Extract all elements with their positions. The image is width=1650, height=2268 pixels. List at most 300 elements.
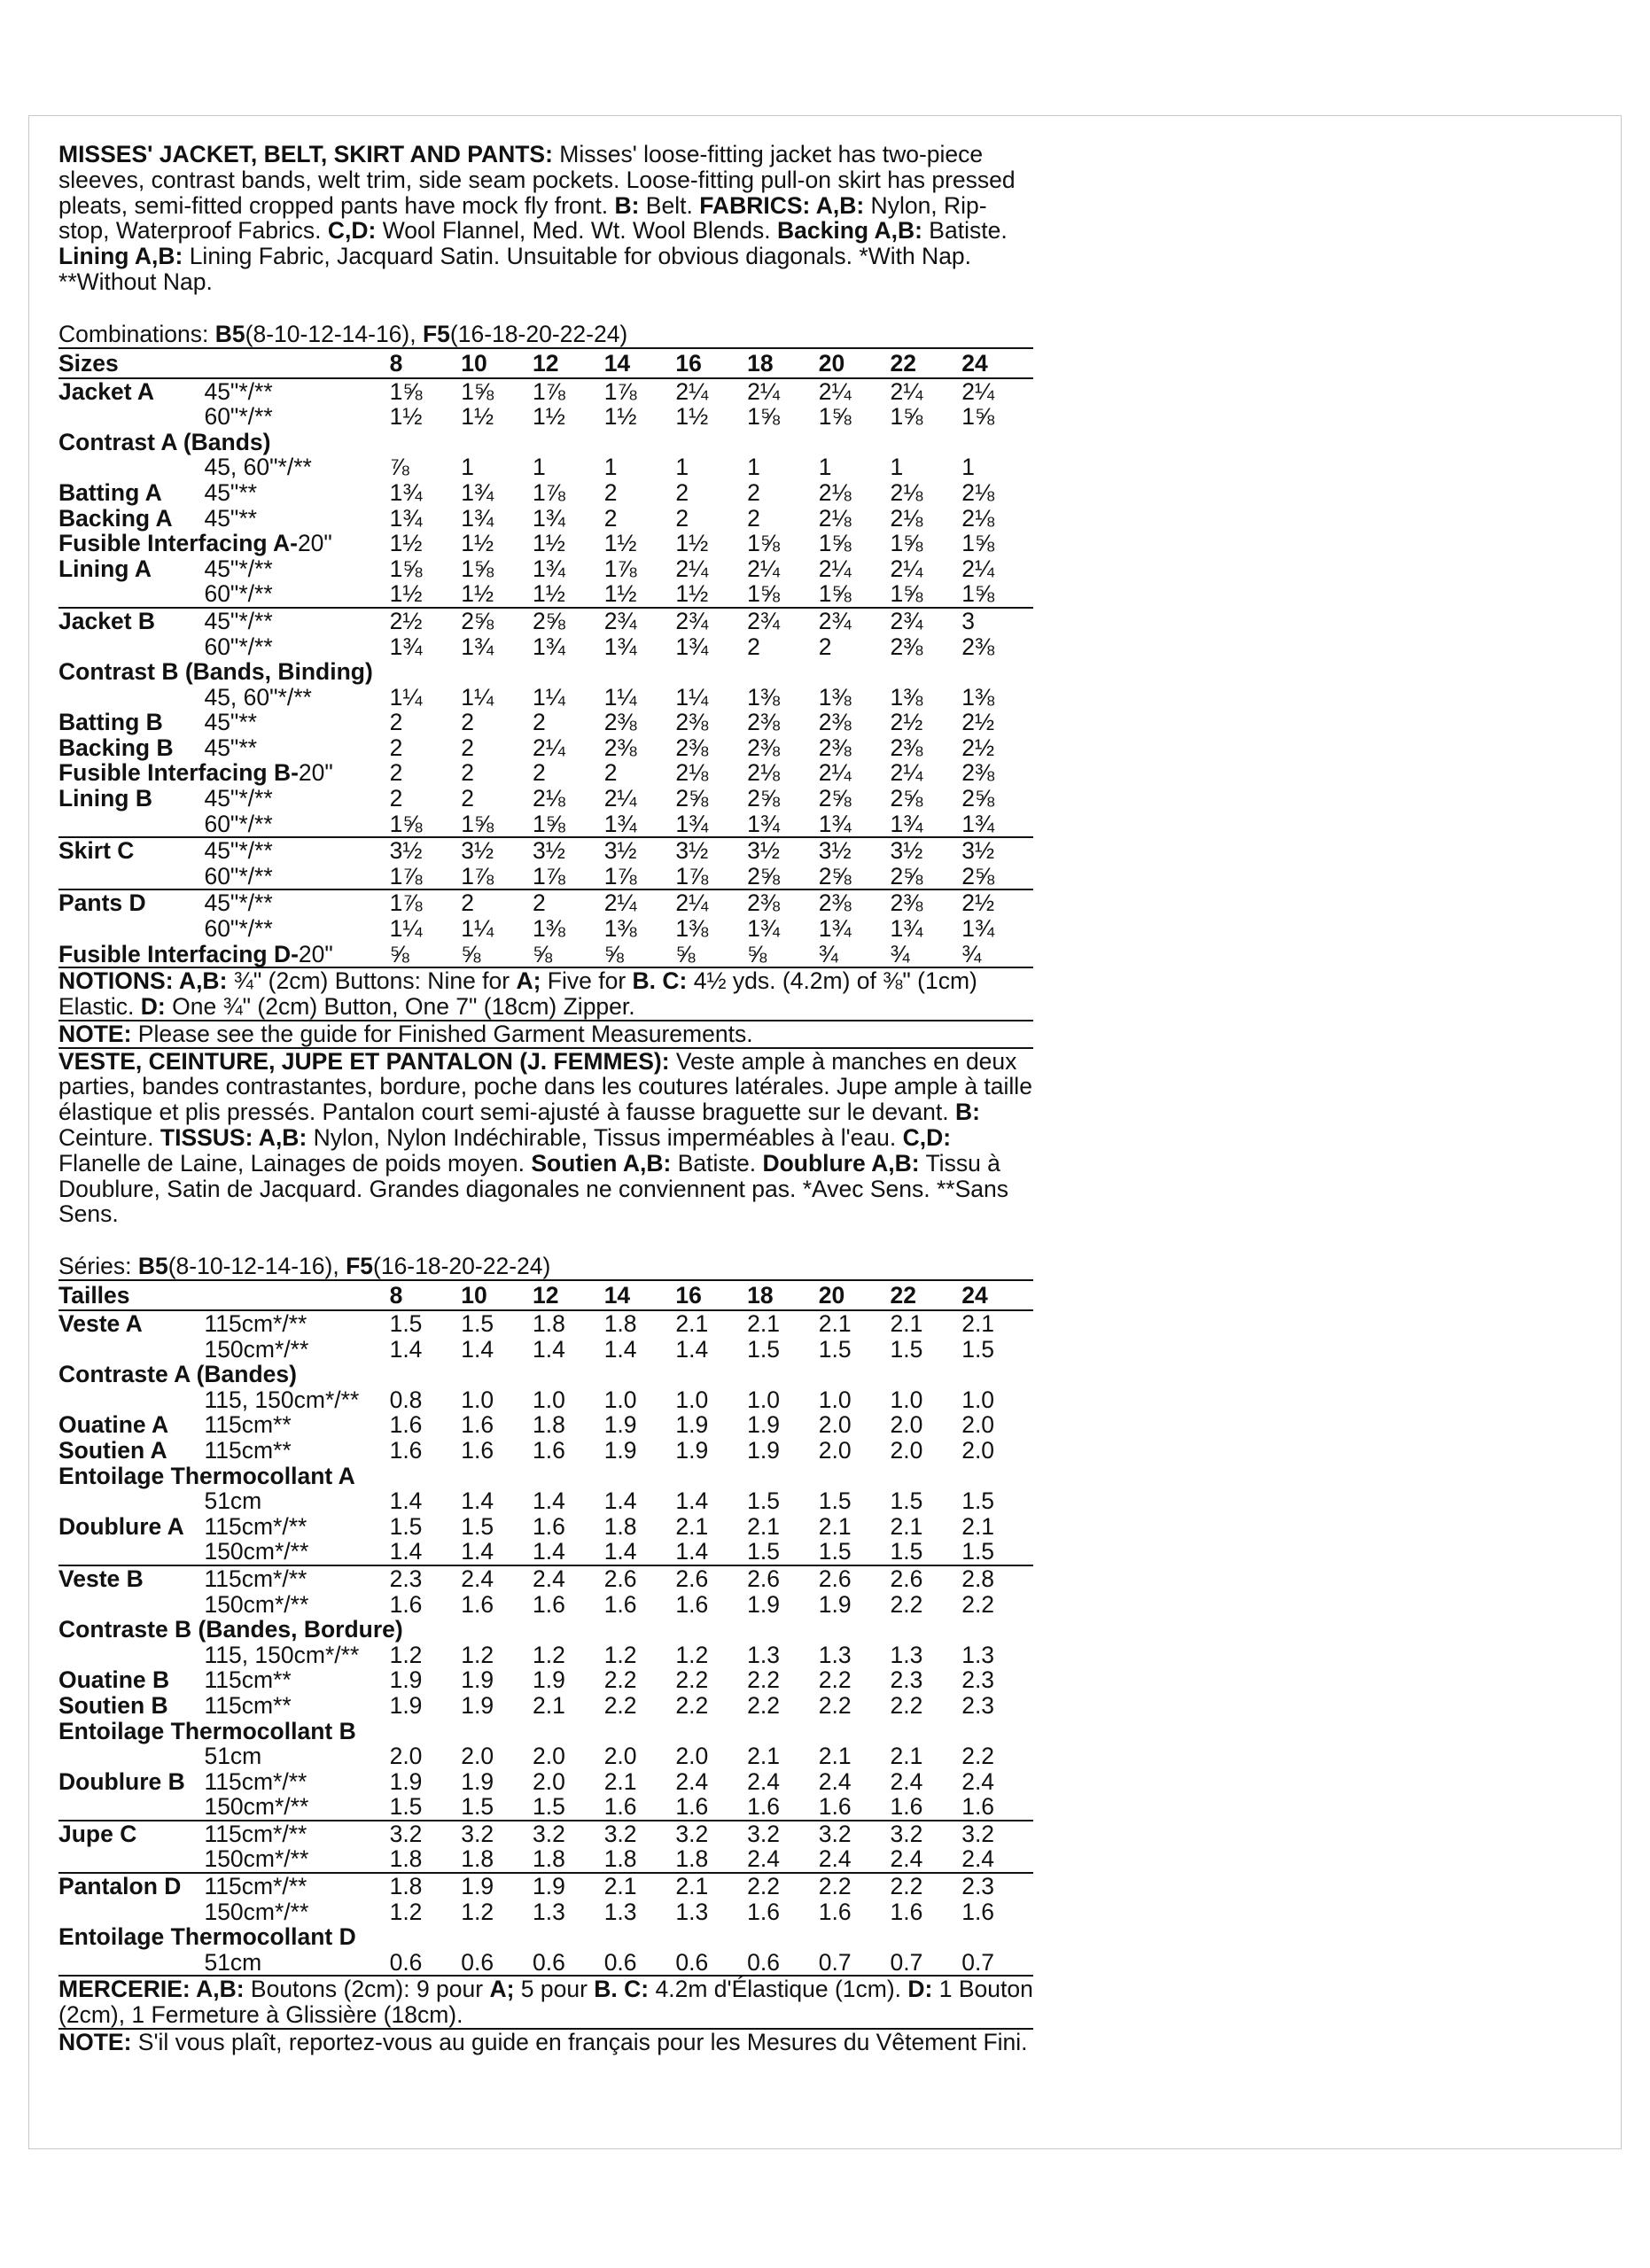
table-row [58, 659, 1033, 685]
yardage-cell: 1.9 [818, 1590, 852, 1618]
fabrics-label: FABRICS: [699, 191, 811, 219]
yardage-cell: 1.6 [890, 1898, 923, 1925]
yardage-cell: 2⅜ [603, 709, 637, 736]
yardage-cell: 2⅛ [532, 785, 565, 812]
yardage-cell: 1.4 [603, 1538, 637, 1565]
table-row [58, 378, 1033, 405]
yardage-cell: 2.1 [890, 1310, 923, 1337]
garment-label: Soutien B [58, 1691, 168, 1719]
yardage-cell: 2¾ [819, 608, 891, 634]
yardage-cell: 1½ [603, 580, 637, 608]
size-header: 22 [891, 1280, 962, 1310]
yardage-cell: 1.8 [603, 1845, 637, 1873]
yardage-cell: 1¾ [818, 915, 852, 943]
table-row [58, 1899, 1033, 1925]
yardage-cell: 1.4 [532, 1487, 565, 1515]
yardage-cell: 2¼ [747, 377, 780, 405]
yardage-cell: 1.2 [389, 1641, 423, 1668]
yardage-cell: 2 [675, 478, 689, 506]
yardage-cell: 1½ [532, 580, 565, 608]
yardage-cell: 1.3 [675, 1898, 709, 1925]
notions-text: Boutons (2cm): 9 pour [244, 1976, 490, 2003]
garment-label: Contraste B (Bandes, Bordure) [58, 1616, 403, 1643]
yardage-cell: 2.3 [961, 1873, 1033, 1899]
yardage-cell: 1½ [389, 530, 423, 557]
garment-label: Pantalon D [58, 1873, 204, 1899]
table-row [58, 1412, 1033, 1438]
yardage-cell: 2.1 [961, 1310, 995, 1337]
yardage-cell: 1.3 [532, 1898, 565, 1925]
notions-text: Five for [541, 967, 633, 995]
yardage-cell: 2⅛ [890, 478, 923, 506]
garment-label: Ouatine B [58, 1666, 170, 1694]
yardage-cell: 1.4 [532, 1538, 565, 1565]
garment-label [58, 685, 204, 711]
yardage-cell: 1⅜ [532, 915, 565, 943]
yardage-cell: 2.0 [961, 1411, 995, 1439]
size-header: 22 [891, 348, 962, 378]
yardage-cell: 1.8 [532, 1310, 565, 1337]
yardage-cell: 1.2 [603, 1641, 637, 1668]
yardage-cell: 1.6 [389, 1411, 423, 1439]
yardage-cell: 1.8 [532, 1845, 565, 1873]
yardage-cell: 1.0 [961, 1386, 995, 1413]
garment-label: Jacket A [58, 377, 155, 405]
size-header: 14 [604, 1280, 676, 1310]
fabric-width: 115cm*/** [204, 1565, 389, 1592]
yardage-cell: 1⅝ [961, 530, 995, 557]
yardage-cell: 2.4 [747, 1767, 780, 1795]
table-row [58, 1539, 1033, 1565]
fabric-width: 60"*/** [204, 580, 273, 608]
yardage-cell: 1⅝ [747, 403, 780, 431]
garment-label: Doublure A [58, 1512, 184, 1540]
yardage-cell: 1.4 [675, 1538, 709, 1565]
garment-label: Entoilage Thermocollant B [58, 1717, 356, 1744]
yardage-cell: 1¾ [747, 915, 780, 943]
yardage-cell: 2 [389, 785, 403, 812]
yardage-cell: 2⅜ [961, 759, 995, 787]
notions-text: One ¾" (2cm) Button, One 7" (18cm) Zipper. [165, 993, 635, 1021]
french-combinations [58, 1254, 1033, 1279]
yardage-cell: ⅝ [747, 940, 767, 967]
yardage-cell: 1⅞ [675, 862, 709, 889]
description-text: Veste ample à manches en deux parties, bandes contrastantes, bordure, poche dans les coutures latérales. Jupe ample à taille élastique et plis pressés. Pantalon court semi-ajusté à fausse braguette sur le devant. [58, 1047, 1032, 1126]
description-text: Ceinture. [58, 1124, 160, 1152]
english-yardage-table [58, 347, 1033, 967]
yardage-cell: 1.9 [747, 1436, 780, 1464]
yardage-cell: 2.1 [818, 1743, 852, 1770]
table-row [58, 1464, 1033, 1489]
fabric-width: 45"*/** [204, 785, 273, 812]
yardage-cell: 2⅜ [747, 709, 780, 736]
yardage-cell: 1.6 [461, 1590, 494, 1618]
yardage-cell: 1⅝ [818, 530, 852, 557]
yardage-cell: 1⅝ [389, 810, 423, 837]
table-row [58, 404, 1033, 430]
yardage-cell: 1.6 [532, 1512, 565, 1540]
description-text: Belt. [639, 191, 700, 219]
yardage-cell: 3.2 [390, 1821, 462, 1847]
table-row [58, 1362, 1033, 1387]
yardage-cell: ⅝ [389, 940, 409, 967]
yardage-cell: 2⅛ [818, 478, 852, 506]
yardage-cell: 1.9 [389, 1666, 423, 1694]
garment-label [58, 404, 204, 430]
yardage-cell: 2.1 [532, 1691, 565, 1719]
yardage-cell: 2.2 [891, 1873, 962, 1899]
size-header: 18 [747, 1280, 819, 1310]
yardage-cell: 1.9 [603, 1436, 637, 1464]
yardage-cell: 1.5 [961, 1487, 995, 1515]
yardage-cell: 2¼ [604, 889, 676, 916]
yardage-cell: 3½ [675, 837, 747, 864]
yardage-cell: 1.2 [389, 1898, 423, 1925]
yardage-cell: 1.6 [675, 1793, 709, 1821]
yardage-cell: 2.2 [961, 1590, 995, 1618]
table-row [58, 837, 1033, 864]
yardage-cell: 1.3 [818, 1641, 852, 1668]
yardage-cell: 2.3 [961, 1691, 995, 1719]
yardage-cell: 1¾ [961, 915, 995, 943]
fabric-width: 45"*/** [204, 889, 389, 916]
yardage-cell: 2¼ [818, 555, 852, 582]
yardage-cell: 1⅝ [961, 580, 995, 608]
description-text: Misses' loose-fitting jacket has two-piece sleeves, contrast bands, welt trim, side seam pockets. Loose-fitting pull-on skirt has pressed pleats, semi-fitted cropped pants have mock fly front. [58, 141, 1016, 219]
yardage-cell: 1¾ [603, 810, 637, 837]
table-header-row [58, 348, 1033, 378]
yardage-cell: 1.4 [389, 1487, 423, 1515]
yardage-cell: 2 [747, 504, 760, 532]
yardage-cell: 1.8 [675, 1845, 709, 1873]
yardage-cell: 2.1 [890, 1512, 923, 1540]
fabric-width: 115cm*/** [204, 1767, 307, 1795]
yardage-cell: 2.4 [961, 1845, 995, 1873]
garment-label: Ouatine A [58, 1411, 169, 1439]
fabric-width: 115cm*/** [204, 1821, 389, 1847]
table-row [58, 1794, 1033, 1821]
yardage-cell: 2 [389, 734, 403, 761]
yardage-cell: 2⅛ [747, 759, 780, 787]
garment-label [58, 1950, 204, 1976]
garment-label-text: Fusible Interfacing D- [58, 940, 299, 967]
view-letter: C: [624, 1976, 650, 2003]
garment-label: Pants D [58, 889, 204, 916]
view-letter: B. [632, 967, 657, 995]
garment-label: Batting B [58, 709, 163, 736]
garment-label: Contrast A (Bands) [58, 428, 271, 455]
table-row [58, 1667, 1033, 1693]
yardage-cell: 1.3 [747, 1641, 780, 1668]
yardage-cell: 1⅝ [461, 555, 494, 582]
french-yardage-table [58, 1279, 1033, 1975]
yardage-cell: 2⅝ [890, 862, 923, 889]
table-row [58, 786, 1033, 812]
yardage-cell: 3.2 [891, 1821, 962, 1847]
yardage-cell: 1¾ [532, 504, 565, 532]
yardage-cell: 2⅜ [747, 734, 780, 761]
notions-text: ¾" (2cm) Buttons: Nine for [227, 967, 517, 995]
table-row [58, 556, 1033, 582]
yardage-cell: 1 [890, 454, 904, 481]
yardage-cell: 2⅜ [890, 633, 923, 660]
size-header: 8 [390, 348, 462, 378]
garment-label: Veste A [58, 1310, 143, 1337]
yardage-cell: 1½ [389, 403, 423, 431]
yardage-cell: 1.2 [532, 1641, 565, 1668]
garment-label: Backing A [58, 504, 173, 532]
yardage-cell: 2.1 [818, 1512, 852, 1540]
view-letter: C,D: [327, 217, 377, 245]
yardage-cell: 1.4 [389, 1335, 423, 1363]
yardage-cell: 1.9 [461, 1691, 494, 1719]
yardage-cell: 3½ [390, 837, 462, 864]
table-row [58, 1592, 1033, 1618]
yardage-cell: 1.6 [461, 1436, 494, 1464]
yardage-cell: 3.2 [604, 1821, 676, 1847]
yardage-cell: 1.4 [461, 1538, 494, 1565]
garment-label [58, 581, 204, 608]
garment-label [58, 531, 390, 556]
yardage-cell: 2⅜ [890, 734, 923, 761]
yardage-cell: 2½ [961, 734, 995, 761]
combinations-label: Séries: [58, 1253, 138, 1280]
fabric-width: 150cm*/** [204, 1335, 309, 1363]
yardage-cell: 2⅝ [533, 608, 604, 634]
yardage-cell: 2 [389, 709, 403, 736]
yardage-cell: 1⅞ [603, 555, 637, 582]
yardage-cell: 1.5 [890, 1335, 923, 1363]
yardage-cell: 2.0 [603, 1743, 637, 1770]
yardage-cell: 1.2 [675, 1641, 709, 1668]
yardage-cell: 1 [961, 454, 975, 481]
yardage-cell: 2¼ [890, 555, 923, 582]
yardage-cell: 2⅜ [747, 889, 819, 916]
view-letter: D: [140, 993, 166, 1021]
combinations-label: Combinations: [58, 320, 215, 347]
yardage-cell: 2.4 [818, 1767, 852, 1795]
fabric-header [204, 1280, 389, 1310]
yardage-cell: 2 [533, 889, 604, 916]
yardage-cell: 2⅝ [818, 862, 852, 889]
lining-label: Doublure A,B: [762, 1149, 920, 1177]
fabrics-label: TISSUS: A,B: [160, 1124, 307, 1152]
yardage-cell: 1⅝ [389, 377, 423, 405]
yardage-cell: 2.2 [747, 1691, 780, 1719]
yardage-cell: 2.1 [890, 1743, 923, 1770]
table-row [58, 1337, 1033, 1363]
yardage-cell: 1½ [532, 403, 565, 431]
fabric-width: 20" [298, 759, 333, 787]
yardage-cell: 2.0 [532, 1743, 565, 1770]
yardage-cell: 2 [603, 478, 618, 506]
yardage-cell: 1.5 [961, 1335, 995, 1363]
yardage-cell: 1.9 [533, 1873, 604, 1899]
yardage-cell: 1⅝ [818, 403, 852, 431]
fabric-width: 51cm [204, 1487, 262, 1515]
yardage-cell: 2⅜ [891, 889, 962, 916]
yardage-cell: 2.2 [819, 1873, 891, 1899]
yardage-cell: 2½ [890, 709, 923, 736]
table-row [58, 812, 1033, 838]
yardage-cell: 1.4 [675, 1487, 709, 1515]
yardage-cell: 2.1 [675, 1512, 709, 1540]
yardage-cell: 1⅝ [461, 377, 494, 405]
yardage-cell: 2 [818, 633, 832, 660]
table-row [58, 942, 1033, 967]
garment-label: Soutien A [58, 1436, 167, 1464]
fabric-width: 115cm** [204, 1411, 292, 1439]
yardage-cell: 0.6 [603, 1948, 637, 1976]
yardage-cell: 1.5 [389, 1310, 423, 1337]
yardage-cell: 2⅜ [675, 709, 709, 736]
yardage-cell: 1.4 [603, 1335, 637, 1363]
fabric-width: 45"*/** [204, 555, 273, 582]
yardage-cell: 2.4 [890, 1845, 923, 1873]
fabric-width: 45, 60"*/** [204, 454, 312, 481]
yardage-cell: 1.0 [532, 1386, 565, 1413]
yardage-cell: 2.2 [961, 1743, 995, 1770]
table-row [58, 1821, 1033, 1847]
yardage-cell: 1.9 [532, 1666, 565, 1694]
yardage-cell: 1.5 [461, 1793, 494, 1821]
yardage-cell: 1⅞ [603, 862, 637, 889]
fabric-width: 45"** [204, 478, 257, 506]
yardage-cell: 1 [675, 454, 689, 481]
fabric-width: 45"** [204, 504, 257, 532]
yardage-cell: 1⅜ [603, 915, 637, 943]
yardage-cell: 1⅝ [461, 810, 494, 837]
yardage-cell: 2⅝ [961, 785, 995, 812]
view-letter: A,B: [810, 191, 865, 219]
yardage-cell: 1.3 [890, 1641, 923, 1668]
table-row [58, 735, 1033, 761]
garment-label [58, 454, 204, 480]
yardage-cell: 2.6 [604, 1565, 676, 1592]
table-row [58, 1693, 1033, 1719]
fabric-width: 115cm*/** [204, 1310, 307, 1337]
fabric-width: 115, 150cm*/** [204, 1641, 360, 1668]
french-notions [58, 1977, 1033, 2028]
table-row [58, 1310, 1033, 1337]
yardage-cell: 2½ [961, 709, 995, 736]
yardage-cell: 0.6 [747, 1948, 780, 1976]
yardage-cell: 1 [603, 454, 618, 481]
description-text: Nylon, Nylon Indéchirable, Tissus imperméables à l'eau. [307, 1124, 903, 1152]
yardage-cell: 2⅜ [818, 709, 852, 736]
yardage-cell: 2.3 [890, 1666, 923, 1694]
table-row [58, 531, 1033, 556]
garment-label [58, 812, 204, 838]
yardage-cell: 1.2 [461, 1641, 494, 1668]
yardage-cell: 1⅞ [603, 377, 637, 405]
size-header: 24 [961, 1280, 1033, 1310]
yardage-cell: 1⅜ [961, 683, 995, 711]
yardage-cell: 1.8 [389, 1845, 423, 1873]
fabric-width: 45"** [204, 709, 257, 736]
yardage-cell: 1⅞ [532, 377, 565, 405]
yardage-cell: 1.5 [389, 1793, 423, 1821]
yardage-cell: 1¼ [389, 683, 423, 711]
combination-sizes: (16-18-20-22-24) [373, 1253, 551, 1280]
yardage-cell: 2.1 [747, 1512, 780, 1540]
yardage-cell: 2¼ [890, 377, 923, 405]
description-text: Wool Flannel, Med. Wt. Wool Blends. [376, 217, 777, 245]
table-row [58, 864, 1033, 890]
yardage-cell: 1.8 [461, 1845, 494, 1873]
yardage-cell: 1.4 [461, 1335, 494, 1363]
yardage-cell: 1.5 [890, 1538, 923, 1565]
description-text: Flanelle de Laine, Lainages de poids moyen. [58, 1149, 532, 1177]
yardage-cell: 2.4 [890, 1767, 923, 1795]
yardage-cell: 1⅞ [390, 889, 462, 916]
yardage-cell: 1.9 [675, 1436, 709, 1464]
yardage-cell: 2½ [390, 608, 462, 634]
garment-label [58, 916, 204, 942]
table-row [58, 1950, 1033, 1976]
yardage-cell: 2.2 [675, 1666, 709, 1694]
size-header: 20 [819, 1280, 891, 1310]
fabric-width: 60"*/** [204, 810, 273, 837]
yardage-cell: 2 [675, 504, 689, 532]
fabric-width: 115cm** [204, 1436, 292, 1464]
yardage-cell: 1¾ [461, 478, 494, 506]
yardage-cell: 2¾ [891, 608, 962, 634]
yardage-cell: 2¾ [604, 608, 676, 634]
table-row [58, 1846, 1033, 1873]
yardage-cell: 1⅜ [818, 683, 852, 711]
yardage-cell: 1.5 [461, 1512, 494, 1540]
yardage-cell: 2¾ [675, 608, 747, 634]
yardage-cell: 2 [461, 785, 475, 812]
garment-label [58, 1846, 204, 1873]
yardage-cell: ⅝ [675, 940, 696, 967]
yardage-cell: 1½ [675, 580, 709, 608]
yardage-cell: 1½ [389, 580, 423, 608]
fabric-width: 45"*/** [204, 837, 389, 864]
yardage-cell: 1.2 [461, 1898, 494, 1925]
yardage-cell: 0.8 [389, 1386, 423, 1413]
yardage-cell: 1½ [461, 530, 494, 557]
yardage-cell: 2 [389, 759, 403, 787]
yardage-cell: 1.0 [890, 1386, 923, 1413]
yardage-cell: 1.9 [747, 1590, 780, 1618]
french-description [58, 1049, 1033, 1228]
combination-code: F5 [422, 320, 450, 347]
yardage-cell: 2¼ [675, 377, 709, 405]
yardage-cell: 1.5 [747, 1487, 780, 1515]
yardage-cell: 1.4 [675, 1335, 709, 1363]
notions-label: NOTIONS: A,B: [58, 967, 228, 995]
yardage-cell: 1.8 [390, 1873, 462, 1899]
yardage-cell: 1.6 [747, 1898, 780, 1925]
yardage-cell: 3½ [604, 837, 676, 864]
yardage-cell: 1⅝ [818, 580, 852, 608]
garment-label [58, 1899, 204, 1925]
yardage-cell: 2⅛ [675, 759, 709, 787]
garment-label: Contrast B (Bands, Binding) [58, 658, 373, 686]
table-row [58, 1769, 1033, 1795]
yardage-cell: 2¼ [675, 889, 747, 916]
yardage-cell: 2.0 [890, 1411, 923, 1439]
yardage-cell: 2⅝ [818, 785, 852, 812]
yardage-cell: 1.4 [389, 1538, 423, 1565]
table-row [58, 1643, 1033, 1668]
yardage-cell: 1.6 [890, 1793, 923, 1821]
yardage-cell: 1 [532, 454, 546, 481]
garment-label [58, 634, 204, 660]
yardage-cell: 1½ [603, 530, 637, 557]
